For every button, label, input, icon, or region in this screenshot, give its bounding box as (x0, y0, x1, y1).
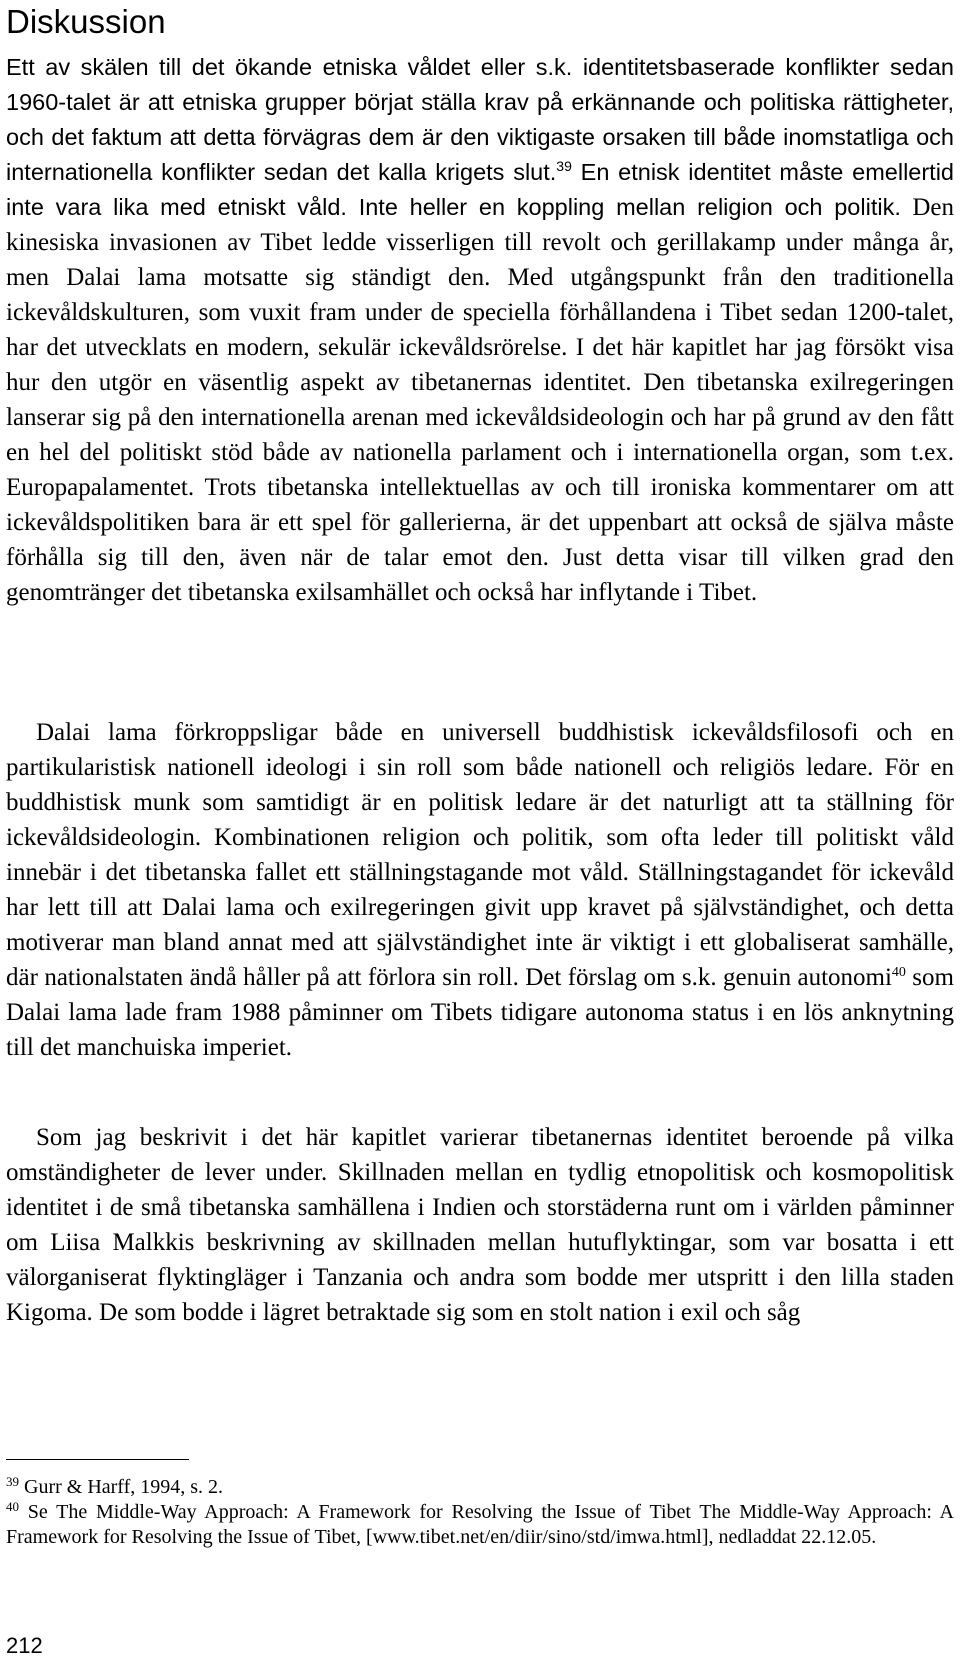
intro-text-3: Den kinesiska invasionen av Tibet ledde visserligen till revolt och gerillakamp under många år, men Dalai lama motsatte sig ständigt den. Med utgångspunkt från den traditionella ickevåldskulturen, som vuxit fram under de speciella förhållandena i Tibet sedan 1200-talet, har det utvecklats en modern, sekulär ickevåldsrörelse. I det här kapitlet har jag försökt visa hur den utgör en väsentlig aspekt av tibetanernas identitet. Den tibetanska exilregeringen lanserar sig på den internationella arenan med ickevåldsideologin och har på grund av den fått en hel del politiskt stöd både av nationella parlament och i internationella organ, som t.ex. Europapalamentet. Trots tibetanska intellektuellas av och till ironiska kommentarer om att ickevåldspolitiken bara är ett spel för gallerierna, är det uppenbart att också de själva måste förhålla sig till den, även när de talar emot den. Just detta visar till vilken grad den genomtränger det tibetanska exilsamhället och också har inflytande i Tibet. (6, 194, 954, 606)
para2-text-2: som Dalai lama lade fram 1988 påminner om Tibets tidigare autonoma status i en lös anknytning till det manchuiska imperiet. (6, 964, 954, 1061)
paragraph-dalai-lama (6, 715, 954, 1065)
paragraph-intro (6, 50, 954, 610)
footnote-ref-40: 40 (891, 965, 906, 980)
footnote-40 (6, 1500, 954, 1550)
page-number: 212 (6, 1633, 43, 1658)
document-page (6, 0, 954, 1667)
footnote-ref-39: 39 (556, 158, 572, 174)
paragraph-identity: Som jag beskrivit i det här kapitlet varierar tibetanernas identitet beroende på vilka omständigheter de lever under. Skillnaden mellan en tydlig etnopolitisk och kosmopolitisk identitet i de små tibetanska samhällena i Indien och storstäderna runt om i världen påminner om Liisa Malkkis beskrivning av skillnaden mellan hutuflyktingar, som var bosatta i ett välorganiserat flyktingläger i Tanzania och andra som bodde mer utspritt i den lilla staden Kigoma. De som bodde i lägret betraktade sig som en stolt nation i exil och såg (6, 1124, 954, 1326)
para2-text-1: Dalai lama förkroppsligar både en universell buddhistisk ickevåldsfilosofi och en partikularistisk nationell ideologi i sin roll som både nationell och religiös ledare. För en buddhistisk munk som samtidigt är en politisk ledare är det naturligt att ta ställning för ickevåldsideologin. Kombinationen religion och politik, som ofta leder till politiskt våld innebär i det tibetanska fallet ett ställningstagande mot våld. Ställningstagandet för ickevåld har lett till att Dalai lama och exilregeringen givit upp kravet på självständighet, och detta motiverar man bland annat med att självständighet inte är viktigt i ett globaliserat samhälle, där nationalstaten ändå håller på att förlora sin roll. Det förslag om s.k. genuin autonomi (6, 719, 954, 991)
footnote-text: Se The Middle-Way Approach: A Framework for Resolving the Issue of Tibet The Middle-Way Approach: A Framework for Resolving the Issue of Tibet, [www.tibet.net/en/diir/sino/std/imwa.html], nedladdat 22.12.05. (6, 1501, 954, 1548)
intro-text-1: Ett av skälen till det ökande etniska våldet eller s.k. identitetsbaserade konflikter sedan 1960-talet är att etniska grupper börjat ställa krav på erkännande och politiska rättigheter, och det faktum att detta förvägras dem är den viktigaste orsaken till både inomstatliga och internationella konflikter sedan det kalla krigets slut. (6, 54, 954, 185)
footnote-number: 40 (6, 1499, 19, 1514)
footnote-separator (6, 1459, 189, 1460)
section-heading: Diskussion (6, 3, 166, 40)
footnote-text: Gurr & Harff, 1994, s. 2. (19, 1476, 224, 1498)
intro-text-2: En etnisk identitet måste emellertid inte vara lika med etniskt våld. Inte heller en koppling mellan religion och politik. (6, 159, 955, 220)
footnote-39 (6, 1475, 954, 1500)
footnote-number: 39 (6, 1474, 19, 1489)
